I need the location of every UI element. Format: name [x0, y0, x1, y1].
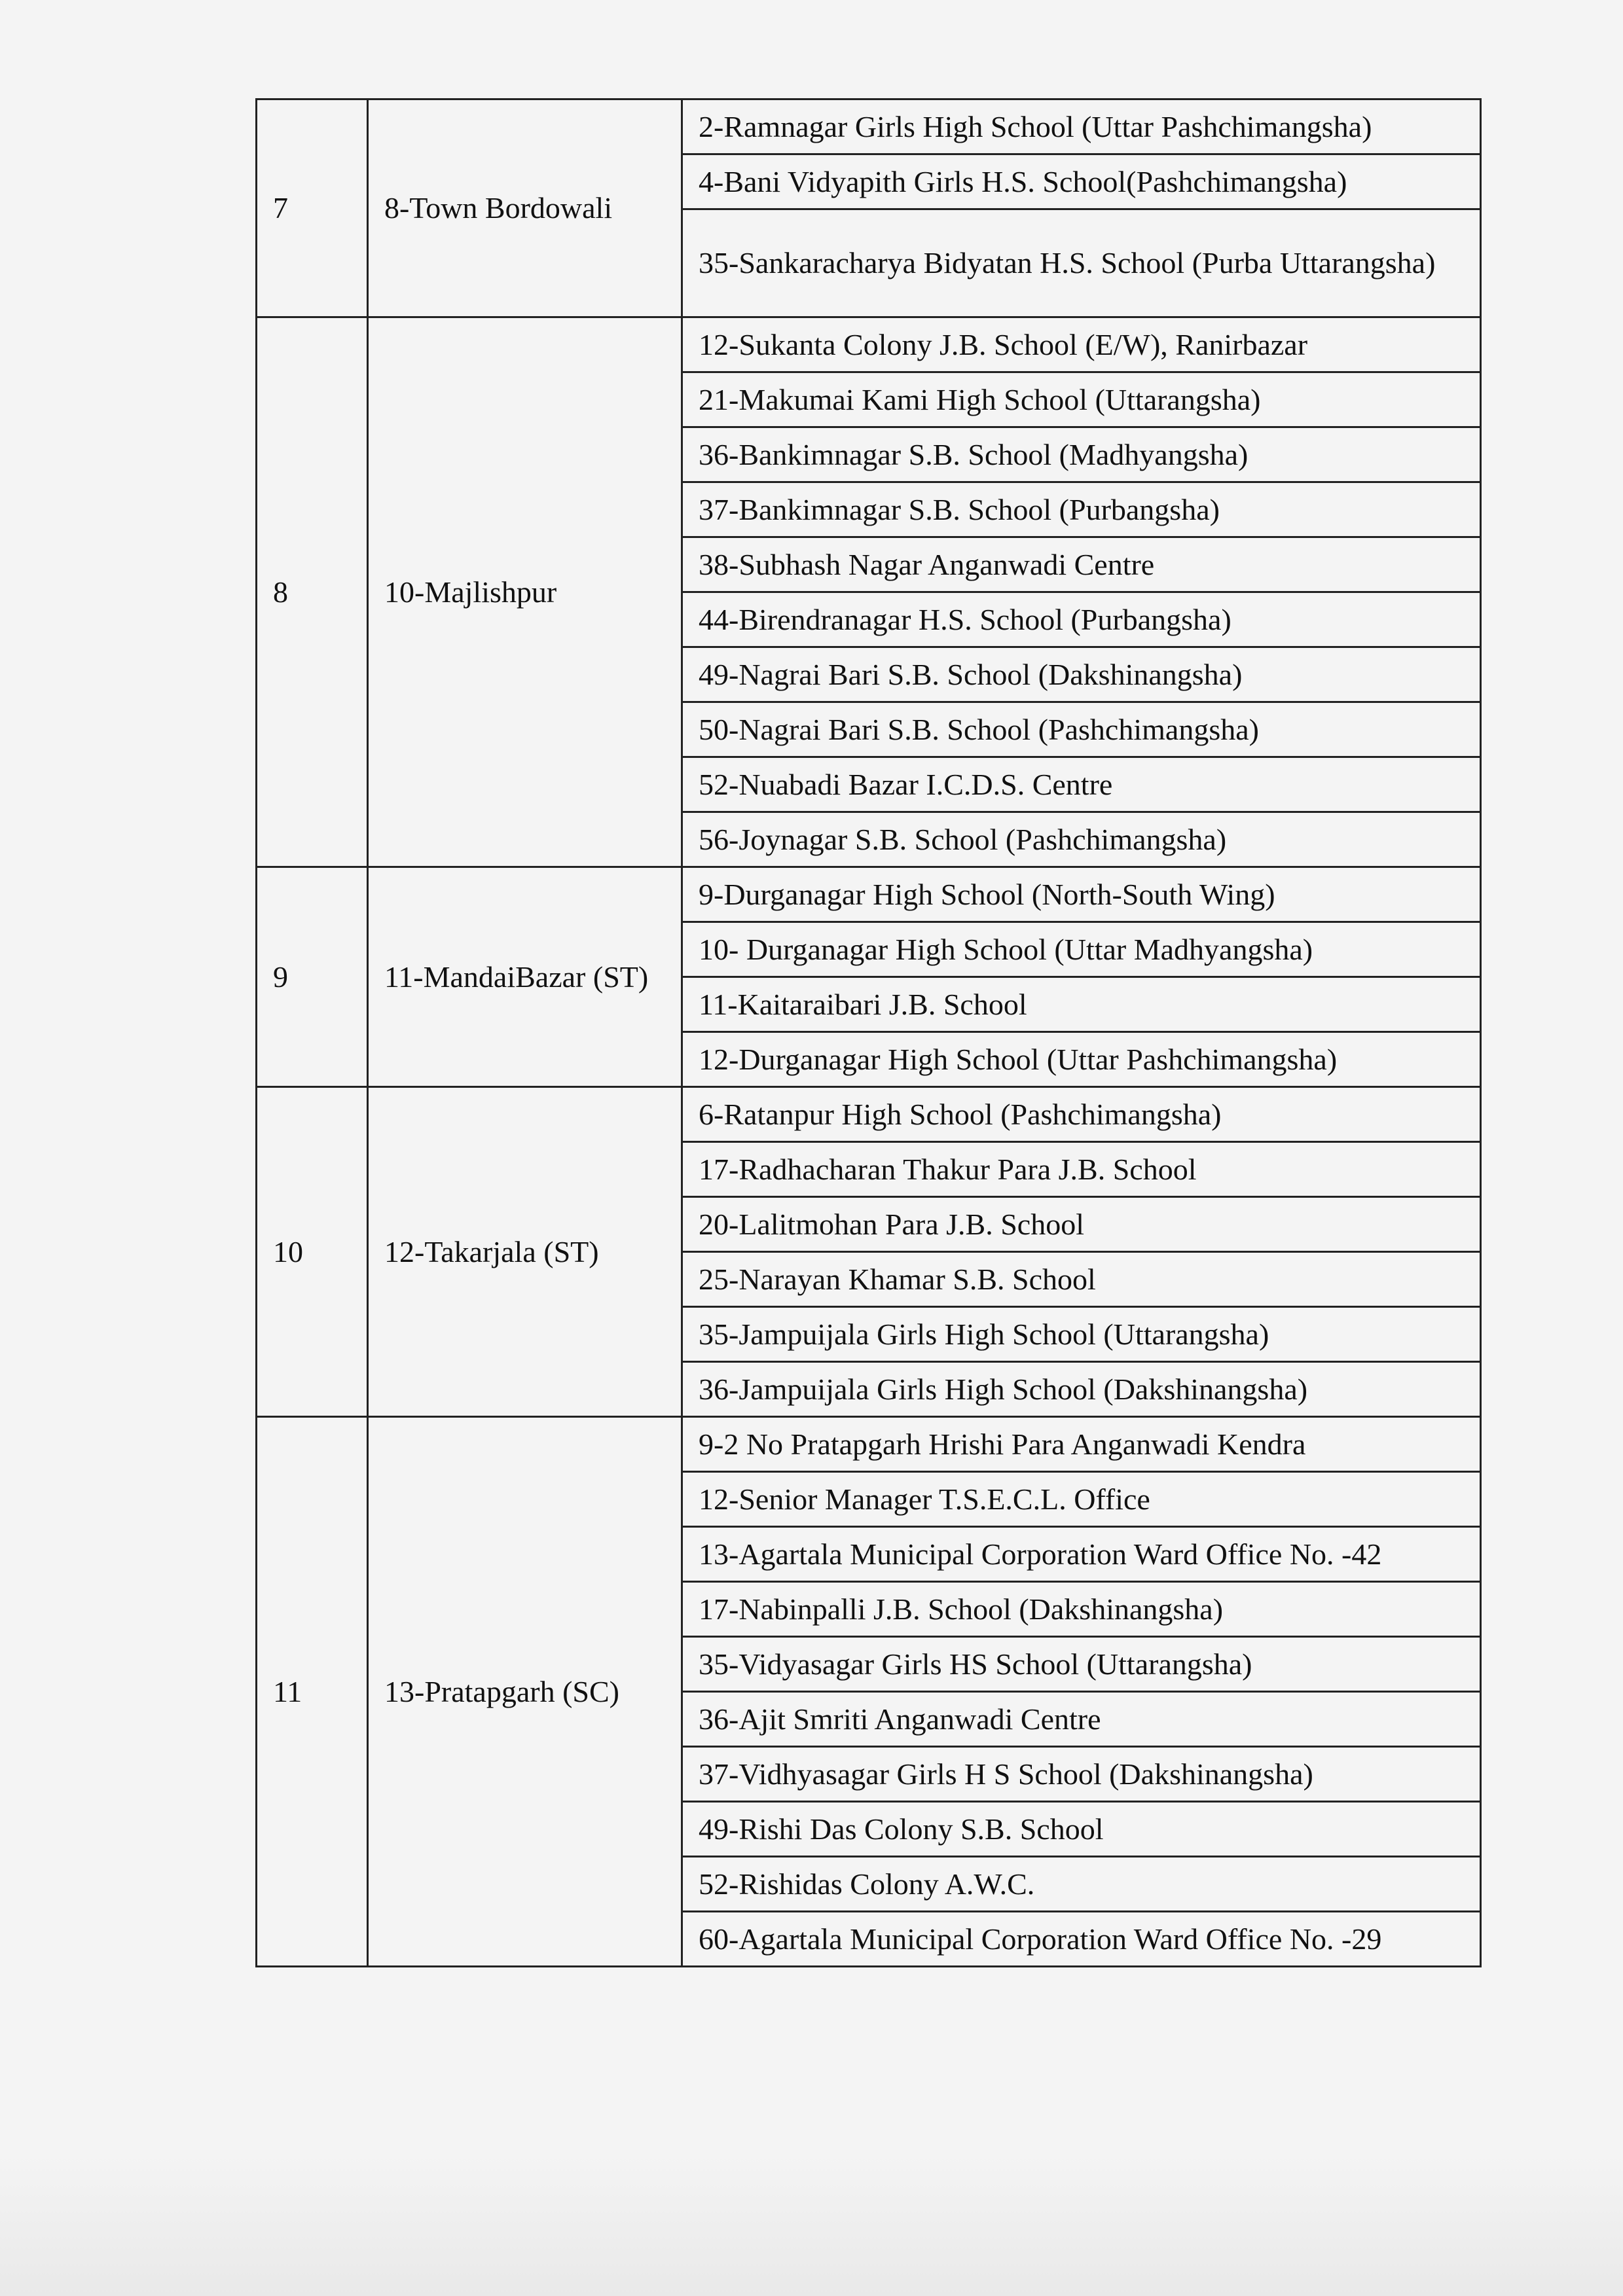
polling-station-cell	[682, 1142, 1481, 1197]
serial-number-cell: 11	[257, 1417, 368, 1967]
table-body	[257, 99, 1481, 1967]
polling-station-cell	[682, 1637, 1481, 1692]
polling-station-cell	[682, 812, 1481, 867]
polling-station-name: 6-Ratanpur High School (Pashchimangsha)	[699, 1097, 1222, 1131]
polling-station-cell	[682, 482, 1481, 537]
polling-station-name: 10- Durganagar High School (Uttar Madhyangsha)	[699, 932, 1313, 966]
polling-station-name: 9-2 No Pratapgarh Hrishi Para Anganwadi Kendra	[699, 1427, 1306, 1461]
polling-station-cell	[682, 1362, 1481, 1417]
polling-station-name: 13-Agartala Municipal Corporation Ward Office No. -42	[699, 1537, 1382, 1571]
polling-station-cell	[682, 1857, 1481, 1912]
polling-station-name: 49-Rishi Das Colony S.B. School	[699, 1812, 1104, 1846]
polling-station-cell	[682, 922, 1481, 977]
table-row	[257, 317, 1481, 372]
serial-number-cell: 10	[257, 1087, 368, 1417]
polling-station-name: 52-Nuabadi Bazar I.C.D.S. Centre	[699, 767, 1113, 801]
polling-station-cell	[682, 372, 1481, 427]
polling-station-cell	[682, 1087, 1481, 1142]
polling-station-name: 36-Ajit Smriti Anganwadi Centre	[699, 1702, 1101, 1736]
polling-station-name: 25-Narayan Khamar S.B. School	[699, 1262, 1096, 1296]
polling-station-cell	[682, 977, 1481, 1032]
polling-station-cell	[682, 1692, 1481, 1747]
table-row	[257, 99, 1481, 154]
polling-station-cell	[682, 1747, 1481, 1802]
table-row	[257, 1417, 1481, 1472]
polling-station-name: 56-Joynagar S.B. School (Pashchimangsha)	[699, 822, 1227, 856]
polling-station-cell	[682, 757, 1481, 812]
polling-station-cell	[682, 1802, 1481, 1857]
page-bottom-shade	[0, 2152, 1623, 2296]
polling-station-name: 9-Durganagar High School (North-South Wing)	[699, 877, 1275, 911]
polling-station-cell	[682, 867, 1481, 922]
constituency-cell: 11-MandaiBazar (ST)	[368, 867, 682, 1087]
polling-station-name: 35-Jampuijala Girls High School (Uttarangsha)	[699, 1317, 1269, 1351]
polling-station-name: 12-Durganagar High School (Uttar Pashchimangsha)	[699, 1042, 1338, 1076]
polling-station-cell	[682, 1527, 1481, 1582]
polling-station-name: 37-Bankimnagar S.B. School (Purbangsha)	[699, 492, 1220, 526]
polling-stations-table	[255, 98, 1482, 1967]
polling-station-name: 12-Sukanta Colony J.B. School (E/W), Ranirbazar	[699, 327, 1308, 361]
polling-station-cell	[682, 209, 1481, 317]
polling-station-name: 44-Birendranagar H.S. School (Purbangsha)	[699, 602, 1231, 636]
constituency-cell: 13-Pratapgarh (SC)	[368, 1417, 682, 1967]
polling-station-name: 50-Nagrai Bari S.B. School (Pashchimangsha)	[699, 712, 1259, 746]
polling-station-cell	[682, 154, 1481, 209]
polling-station-cell	[682, 702, 1481, 757]
polling-station-cell	[682, 592, 1481, 647]
polling-station-cell	[682, 1252, 1481, 1307]
serial-number-cell: 9	[257, 867, 368, 1087]
polling-station-cell	[682, 427, 1481, 482]
polling-station-name: 38-Subhash Nagar Anganwadi Centre	[699, 547, 1155, 581]
polling-station-name: 49-Nagrai Bari S.B. School (Dakshinangsha)	[699, 657, 1243, 691]
polling-station-cell	[682, 537, 1481, 592]
polling-station-name: 11-Kaitaraibari J.B. School	[699, 987, 1027, 1021]
polling-station-name: 37-Vidhyasagar Girls H S School (Dakshinangsha)	[699, 1757, 1313, 1791]
polling-station-cell	[682, 317, 1481, 372]
polling-station-cell	[682, 1417, 1481, 1472]
constituency-cell: 12-Takarjala (ST)	[368, 1087, 682, 1417]
polling-station-name: 20-Lalitmohan Para J.B. School	[699, 1207, 1084, 1241]
table-row	[257, 1087, 1481, 1142]
polling-station-cell	[682, 1032, 1481, 1087]
serial-number-cell: 7	[257, 99, 368, 317]
polling-station-name: 2-Ramnagar Girls High School (Uttar Pashchimangsha)	[699, 109, 1372, 143]
polling-station-name: 60-Agartala Municipal Corporation Ward Office No. -29	[699, 1922, 1382, 1956]
polling-station-cell	[682, 647, 1481, 702]
polling-station-name: 52-Rishidas Colony A.W.C.	[699, 1867, 1035, 1901]
constituency-cell: 8-Town Bordowali	[368, 99, 682, 317]
table-row	[257, 867, 1481, 922]
polling-station-cell	[682, 99, 1481, 154]
polling-station-name: 17-Nabinpalli J.B. School (Dakshinangsha)	[699, 1592, 1224, 1626]
constituency-cell: 10-Majlishpur	[368, 317, 682, 867]
polling-station-name: 35-Vidyasagar Girls HS School (Uttarangsha)	[699, 1647, 1252, 1681]
polling-station-name: 12-Senior Manager T.S.E.C.L. Office	[699, 1482, 1150, 1516]
polling-station-name: 4-Bani Vidyapith Girls H.S. School(Pashchimangsha)	[699, 164, 1347, 198]
polling-station-cell	[682, 1912, 1481, 1967]
polling-station-cell	[682, 1307, 1481, 1362]
polling-station-cell	[682, 1472, 1481, 1527]
polling-station-cell	[682, 1197, 1481, 1252]
polling-station-name: 17-Radhacharan Thakur Para J.B. School	[699, 1152, 1197, 1186]
polling-station-name: 35-Sankaracharya Bidyatan H.S. School (Purba Uttarangsha)	[699, 245, 1436, 279]
serial-number-cell: 8	[257, 317, 368, 867]
polling-station-name: 36-Jampuijala Girls High School (Dakshinangsha)	[699, 1372, 1308, 1406]
polling-station-name: 21-Makumai Kami High School (Uttarangsha)	[699, 382, 1261, 416]
polling-station-cell	[682, 1582, 1481, 1637]
polling-station-name: 36-Bankimnagar S.B. School (Madhyangsha)	[699, 437, 1249, 471]
